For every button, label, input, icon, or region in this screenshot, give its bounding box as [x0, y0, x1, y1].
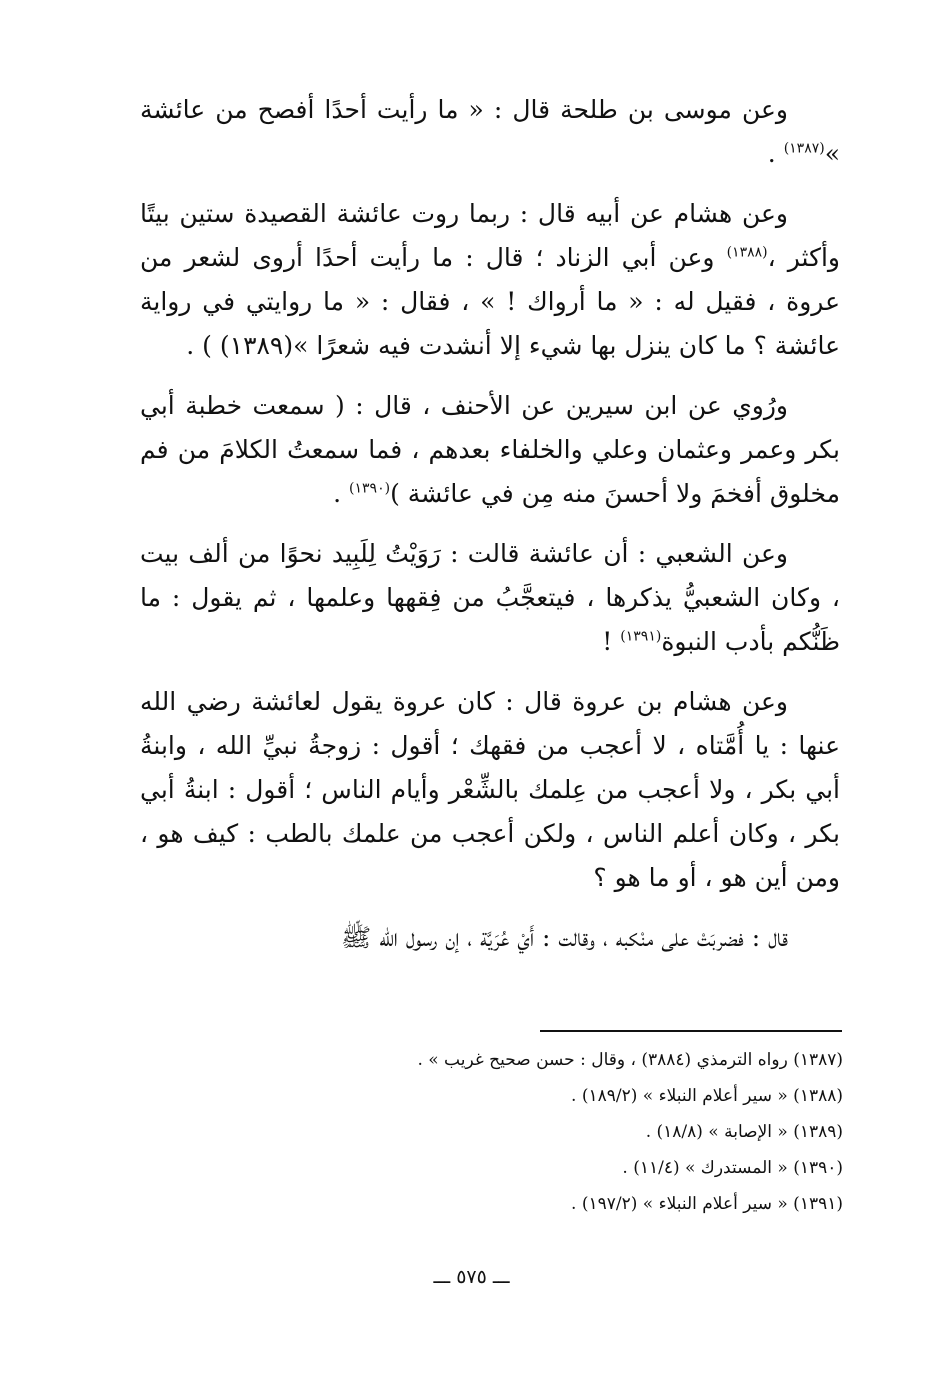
footnote-ref-1390[interactable]: (١٣٩٠) [349, 480, 391, 497]
paragraph-3: ورُوي عن ابن سيرين عن الأحنف ، قال : ( سمعت خطبة أبي بكر وعمر وعثمان وعلي والخلفاء بعدهم ، فما سمعتُ الكلامَ من فم مخلوق أفخمَ ولا أحسنَ منه مِن في عائشة )$^{(١٣٩٠)}$ . [140, 391, 840, 508]
footnote-1390: (١٣٩٠) « المستدرك » (١١/٤) . [622, 1158, 843, 1178]
footnote-divider [540, 1030, 842, 1032]
paragraph-1: وعن موسى بن طلحة قال : « ما رأيت أحدًا أفصح من عائشة »$^{(١٣٨٧)}$ . [140, 95, 840, 168]
paragraph-4: وعن الشعبي : أن عائشة قالت : رَوَيْتُ لِلَبِيد نحوًا من ألف بيت ، وكان الشعبيُّ يذكرها ، فيتعجَّبُ من فِقهها وعلمها ، ثم يقول : ما ظَنُّكم بأدب النبوة$^{(١٣٩١)}$ ! [140, 539, 840, 656]
page-number: ـــ ٥٧٥ ـــ [433, 1266, 510, 1288]
footnote-1391: (١٣٩١) « سير أعلام النبلاء » (١٩٧/٢) . [571, 1194, 843, 1214]
footnote-ref-1387[interactable]: (١٣٨٧) [783, 140, 825, 157]
paragraph-5: وعن هشام بن عروة قال : كان عروة يقول لعائشة رضي الله عنها : يا أُمَّتاه ، لا أعجب من فقهك ؛ أقول : زوجةُ نبيِّ الله ، وابنةُ أبي بكر ، ولا أعجب من عِلمك بالشِّعْر وأيام الناس ؛ أقول : ابنةُ أبي بكر ، وكان أعلم الناس ، ولكن أعجب من علمك بالطب : كيف هو ، ومن أين هو ، أو ما هو ؟ [140, 687, 840, 892]
paragraph-6: قال : فضربَتْ على منْكبه ، وقالت : أَيْ عُرَيَّة ، إن رسول الله ﷺ [341, 923, 788, 952]
footnote-ref-1391[interactable]: (١٣٩١) [620, 628, 662, 645]
footnote-1387: (١٣٨٧) رواه الترمذي (٣٨٨٤) ، وقال : حسن صحيح غريب » . [417, 1050, 843, 1070]
footnotes [140, 1042, 843, 1222]
footnote-1389: (١٣٨٩) « الإصابة » (١٨/٨) . [645, 1122, 843, 1142]
footnote-1388: (١٣٨٨) « سير أعلام النبلاء » (١٨٩/٢) . [571, 1086, 843, 1106]
footnote-ref-1388[interactable]: (١٣٨٨) [726, 244, 768, 261]
main-text [140, 88, 840, 976]
paragraph-2: وعن هشام عن أبيه قال : ربما روت عائشة القصيدة ستين بيتًا وأكثر ،$^{(١٣٨٨)}$ وعن أبي الزناد ؛ قال : ما رأيت أحدًا أروى لشعر من عروة ، فقيل له : « ما أرواك ! » ، فقال : « ما روايتي في رواية عائشة ؟ ما كان ينزل بها شيء إلا أنشدت فيه شعرًا »(١٣٨٩) ) . [140, 199, 840, 360]
